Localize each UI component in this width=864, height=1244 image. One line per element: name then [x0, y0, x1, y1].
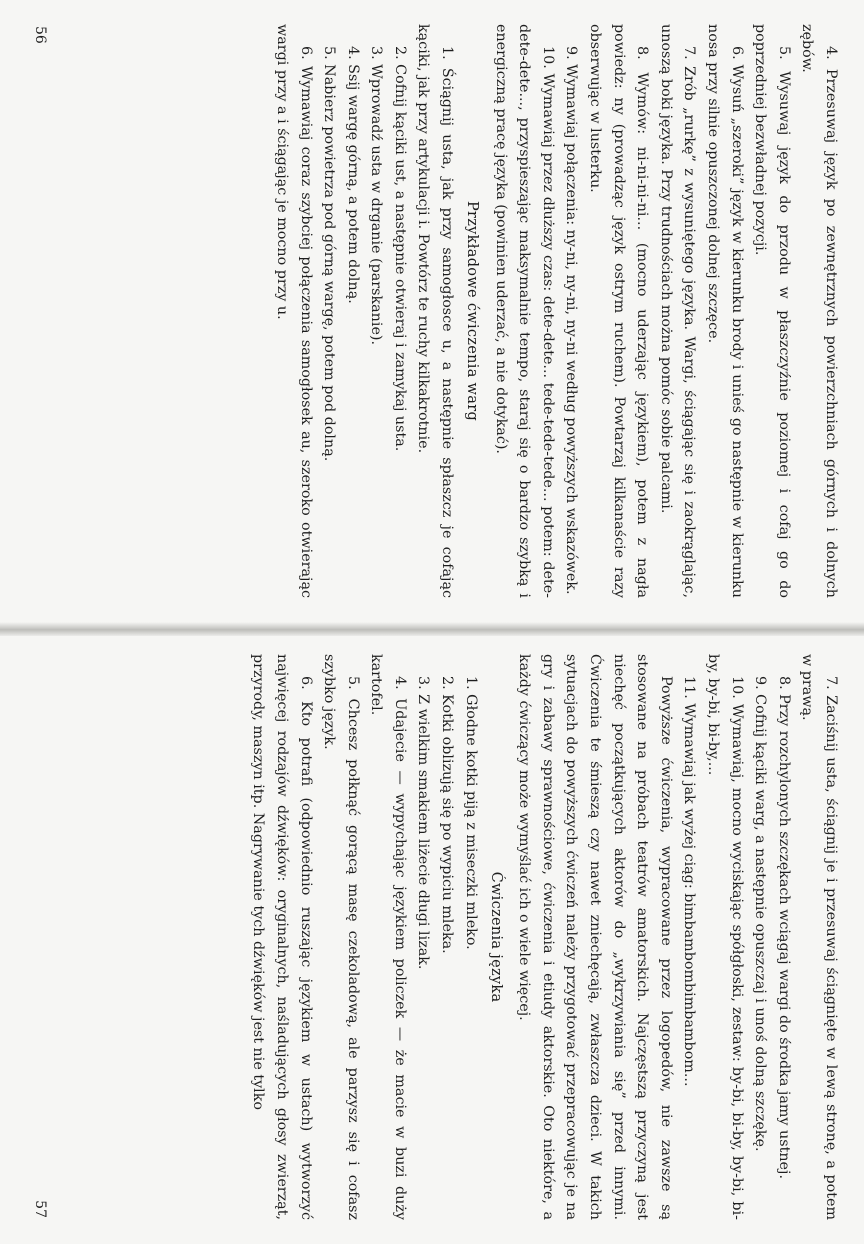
lip-exercise-5: 5. Nabierz powietrza pod górną wargę, potem pod dolną. [321, 46, 338, 462]
lip-exercise-6: 6. Wymawiaj coraz szybciej połączenia samogłosek au, szeroko otwierając wargi przy a i ściągając je mocno przy u. [273, 24, 314, 598]
tongue-exercise-6: 6. Kto potrafi (odpowiednio ruszając językiem w ustach) wytworzyć najwięcej rodzajów dźwięków: oryginalnych, naśladujących głosy zwierząt, przyrody, maszyn itp. Nagrywanie tych dźwięków jest nie tylko [250, 654, 314, 1220]
tongue-exercise-2: 2. Kotki oblizują się po wypiciu mleka. [439, 676, 456, 954]
lip-exercise-3: 3. Wprowadź usta w drganie (parskanie). [368, 46, 385, 346]
page-number: 56 [32, 26, 48, 44]
page-57-rotated-content [12, 636, 852, 1238]
paragraph-4: 4. Przesuwaj język po zewnętrznych powierzchniach górnych i dolnych zębów. [799, 24, 839, 598]
paragraph-11: 11. Wymawiaj jak wyżej ciąg: bimbambombimbambom... [681, 676, 698, 1087]
tongue-exercise-1: 1. Głodne kotki piją z miseczki mleko. [462, 676, 479, 950]
paragraph-9: 9. Wymawiaj połączenia: ny-ni, ny-ni, ny-ni według powyższych wskazówek. [563, 46, 580, 595]
paragraph-7: 7. Zaciśnij usta, ściągnij je i przesuwaj ściągnięte w lewą stronę, a potem w prawą. [799, 654, 839, 1220]
paragraph-8: 8. Przy rozchylonych szczękach wciągaj wargi do środka jamy ustnej. [775, 676, 792, 1179]
summary-paragraph: Powyższe ćwiczenia, wypracowane przez logopedów, nie zawsze są stosowane na próbach teatrów amatorskich. Najczęstszą przyczyną jest niechęć początkujących aktorów do „wykrzywiania się” przed innymi. Ćwiczenia te śmieszą czy nawet zniechęcają, zwłaszcza dzieci. W takich sytuacjach do powyższych ćwiczeń należy przygotować przepracowując je na gry i zabawy sprawnościowe, ćwiczenia i etiudy aktorskie. Oto niektóre, a każdy ćwiczący może wymyślać ich o wiele więcej. [516, 654, 674, 1220]
page-56-rotated-content [12, 6, 852, 616]
lip-exercise-1: 1. Ściągnij usta, jak przy samogłosce u, a następnie spłaszcz je cofając kąciki, jak przy artykulacji i. Powtórz te ruchy kilkakrotnie. [415, 24, 456, 598]
tongue-exercise-5: 5. Chcesz połknąć gorącą masę czekoladową, ale parzysz się i cofasz szybko język. [321, 654, 361, 1220]
page-number: 57 [32, 1200, 48, 1218]
paragraph-10: 10. Wymawiaj przez dłuższy czas: dete-dete... tede-tede-tede... potem: dete-dete-dete..., przyspieszając maksymalnie tempo, staraj się o bardzo szybką i energiczną pracę języka (powinien uderzać, a nie dotykać). [492, 24, 556, 598]
paragraph-9: 9. Cofnij kąciki warg, a następnie opuszczaj i unoś dolną szczękę. [752, 676, 769, 1152]
page-57 [0, 636, 864, 1244]
page-57-text [12, 654, 842, 1220]
tongue-exercise-4: 4. Udajecie — wypychając językiem policzek — że macie w buzi duży kartofel. [368, 654, 408, 1220]
book-gutter [0, 622, 864, 636]
paragraph-8: 8. Wymów: ni-ni-ni-ni... (mocno uderzając językiem), potem z nagła powiedz: ny (prowadząc język ostrym ruchem). Powtarzaj kilkanaście razy obserwując w lusterku. [587, 24, 651, 598]
lip-exercise-4: 4. Ssij wargę górną, a potem dolną. [344, 46, 361, 304]
section-heading-lips: Przykładowe ćwiczenia warg [464, 200, 481, 422]
tongue-exercise-3: 3. Z wielkim smakiem liżecie długi lizak. [415, 676, 432, 970]
page-56-text [12, 24, 842, 598]
lip-exercise-2: 2. Cofnij kąciki ust, a następnie otwieraj i zamykaj usta. [391, 46, 408, 452]
paragraph-6: 6. Wysuń „szeroki” język w kierunku brody i unieś go następnie w kierunku nosa przy silnie opuszczonej dolnej szczęce. [705, 24, 745, 598]
paragraph-7: 7. Zrób „rurkę” z wysuniętego języka. Wargi, ściągając się i zaokrąglając, unoszą boki języka. Przy trudnościach można pomóc sobie palcami. [657, 24, 698, 598]
section-heading-tongue: Ćwiczenia języka [487, 871, 504, 1003]
paragraph-10: 10. Wymawiaj, mocno wyciskając spółgłoski, zestaw: by-bi, bi-by, by-bi, bi-by, by-bi, bi-by,... [705, 654, 745, 1220]
paragraph-5: 5. Wysuwaj język do przodu w płaszczyźnie poziomej i cofaj go do poprzedniej bezwładnej pozycji. [752, 24, 792, 598]
